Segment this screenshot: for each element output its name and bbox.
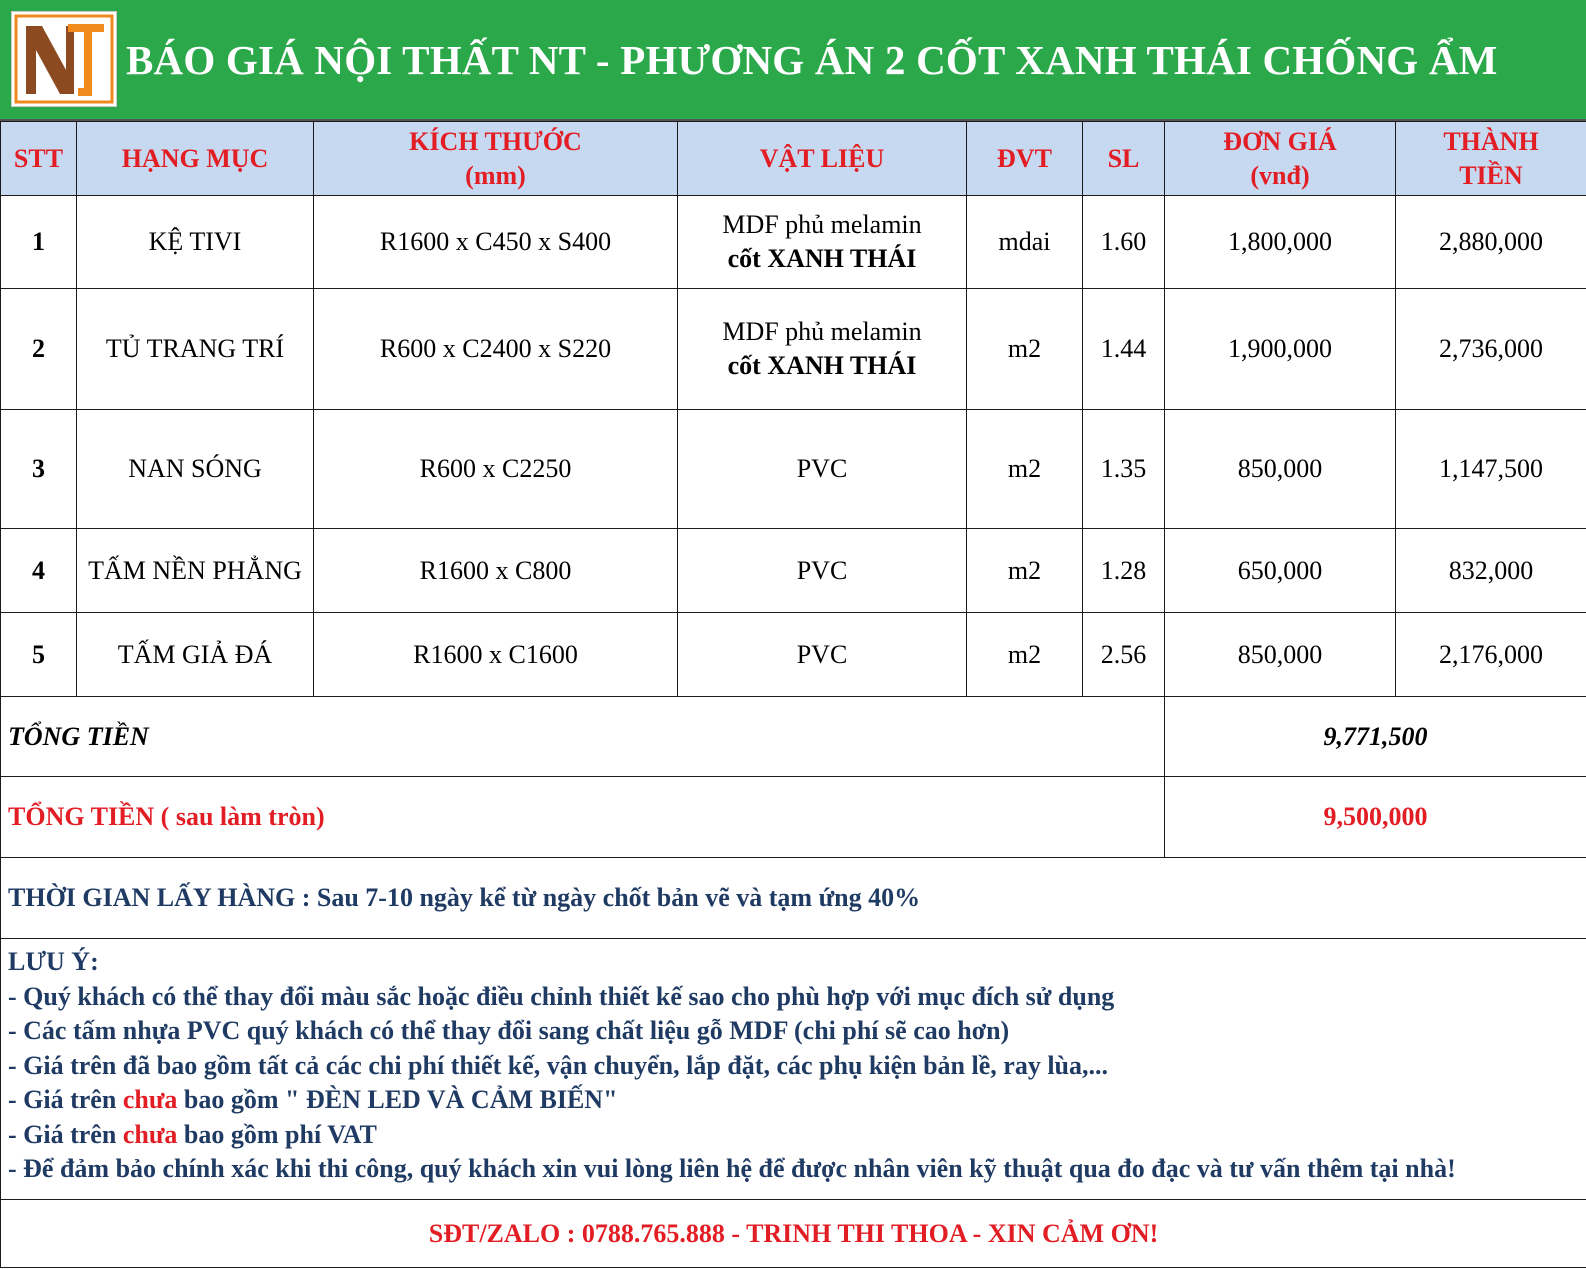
cell-size: R600 x C2400 x S220 [314,289,678,410]
cell-stt: 2 [1,289,77,410]
cell-price: 850,000 [1165,613,1396,697]
header-banner [0,0,1586,121]
note-line: - Các tấm nhựa PVC quý khách có thể thay đổi sang chất liệu gỗ MDF (chi phí sẽ cao hơn) [8,1016,1010,1045]
nt-logo-icon [11,11,117,107]
cell-stt: 5 [1,613,77,697]
cell-price: 1,800,000 [1165,196,1396,289]
col-header-item: HẠNG MỤC [77,122,314,196]
cell-item: NAN SÓNG [77,410,314,529]
cell-material: PVC [678,410,967,529]
cell-stt: 1 [1,196,77,289]
cell-unit: m2 [967,613,1083,697]
cell-item: TẤM NỀN PHẲNG [77,529,314,613]
cell-qty: 1.44 [1083,289,1165,410]
note-line: - Giá trên chưa bao gồm " ĐÈN LED VÀ CẢM BIẾN" [8,1085,618,1114]
cell-total: 2,736,000 [1396,289,1586,410]
cell-total: 2,176,000 [1396,613,1586,697]
cell-unit: mdai [967,196,1083,289]
cell-qty: 1.35 [1083,410,1165,529]
cell-price: 650,000 [1165,529,1396,613]
cell-material: PVC [678,529,967,613]
nt-logo-svg [12,12,116,106]
cell-size: R1600 x C1600 [314,613,678,697]
note-line: - Để đảm bảo chính xác khi thi công, quý khách xin vui lòng liên hệ để được nhân viên kỹ thuật qua đo đạc và tư vấn thêm tại nhà! [8,1154,1456,1183]
footer-contact: SĐT/ZALO : 0788.765.888 - TRINH THI THOA - XIN CẢM ƠN! [1,1200,1586,1268]
col-header-material: VẬT LIỆU [678,122,967,196]
quotation-table [0,121,1586,1268]
col-header-stt: STT [1,122,77,196]
delivery-time: THỜI GIAN LẤY HÀNG : Sau 7-10 ngày kể từ ngày chốt bản vẽ và tạm ứng 40% [1,858,1586,939]
note-line: - Giá trên chưa bao gồm phí VAT [8,1119,377,1149]
cell-size: R1600 x C450 x S400 [314,196,678,289]
cell-unit: m2 [967,289,1083,410]
cell-total: 832,000 [1396,529,1586,613]
cell-size: R600 x C2250 [314,410,678,529]
note-line: - Quý khách có thể thay đổi màu sắc hoặc điều chỉnh thiết kế sao cho phù hợp với mục đích sử dụng [8,981,1115,1011]
delivery-row [1,858,1586,939]
cell-stt: 4 [1,529,77,613]
table-row [1,613,1586,697]
cell-material: MDF phủ melamin cốt XANH THÁI [678,289,967,410]
cell-material: PVC [678,613,967,697]
col-header-total: THÀNH TIỀN [1396,122,1586,196]
notes-heading: LƯU Ý: [8,947,99,976]
cell-price: 850,000 [1165,410,1396,529]
table-row [1,529,1586,613]
rounded-sum-row [1,777,1586,858]
notes [1,939,1586,1200]
sum-label: TỔNG TIỀN [1,697,1165,777]
cell-unit: m2 [967,529,1083,613]
sum-value: 9,771,500 [1165,697,1586,777]
table-row [1,410,1586,529]
note-line: - Giá trên đã bao gồm tất cả các chi phí thiết kế, vận chuyển, lắp đặt, các phụ kiện bản lề, ray lùa,... [8,1050,1108,1080]
cell-stt: 3 [1,410,77,529]
cell-item: TỦ TRANG TRÍ [77,289,314,410]
cell-total: 1,147,500 [1396,410,1586,529]
cell-item: TẤM GIẢ ĐÁ [77,613,314,697]
table-row [1,289,1586,410]
rounded-sum-value: 9,500,000 [1165,777,1586,858]
cell-total: 2,880,000 [1396,196,1586,289]
notes-row [1,939,1586,1200]
cell-qty: 1.28 [1083,529,1165,613]
table-header-row [1,122,1586,196]
cell-unit: m2 [967,410,1083,529]
col-header-price: ĐƠN GIÁ (vnđ) [1165,122,1396,196]
col-header-size: KÍCH THƯỚC (mm) [314,122,678,196]
cell-item: KỆ TIVI [77,196,314,289]
page-title: BÁO GIÁ NỘI THẤT NT - PHƯƠNG ÁN 2 CỐT XANH THÁI CHỐNG ẨM [126,37,1498,83]
cell-qty: 2.56 [1083,613,1165,697]
cell-qty: 1.60 [1083,196,1165,289]
cell-price: 1,900,000 [1165,289,1396,410]
cell-size: R1600 x C800 [314,529,678,613]
footer-row [1,1200,1586,1268]
cell-material: MDF phủ melamin cốt XANH THÁI [678,196,967,289]
table-row [1,196,1586,289]
rounded-sum-label: TỔNG TIỀN ( sau làm tròn) [1,777,1165,858]
col-header-unit: ĐVT [967,122,1083,196]
col-header-qty: SL [1083,122,1165,196]
sum-row [1,697,1586,777]
